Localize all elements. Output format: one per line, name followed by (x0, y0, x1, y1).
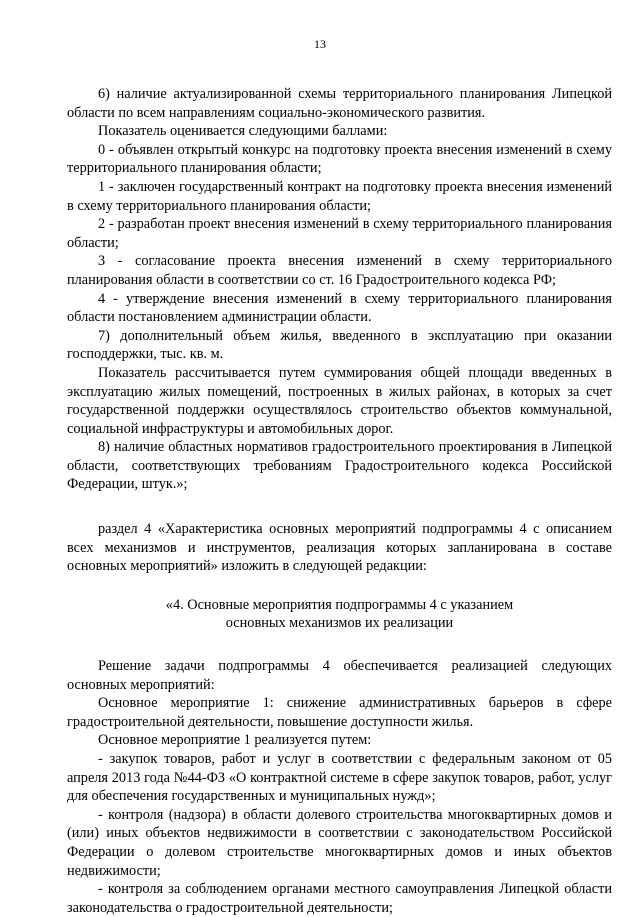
paragraph-score-1: 1 - заключен государственный контракт на подготовку проекта внесения изменений в схему территориального планирования области; (67, 178, 612, 214)
paragraph-score-3: 3 - согласование проекта внесения изменений в схему территориального планирования области в соответствии со ст. 16 Градостроительного кодекса РФ; (67, 253, 612, 288)
paragraph-indicator-6: 6) наличие актуализированной схемы территориального планирования Липецкой области по всем направлениям социально-экономического развития. (67, 86, 612, 121)
paragraph-indicator-7-calculation: Показатель рассчитывается путем суммирования общей площади введенных в эксплуатацию жилых помещений, построенных в жилых районах, в которых за счет государственной поддержки осуществлялось строительство объектов коммунальной, социальной инфраструктуры и автомобильных дорог. (67, 364, 612, 437)
paragraph-construction-control: - контроля (надзора) в области долевого строительства многоквартирных домов и (или) иных объектов недвижимости в соответствии с законодательством Российской Федерации о долевом строительстве многоквартирных домов и иных объектов недвижимости; (67, 806, 612, 879)
section-heading-line-1: «4. Основные мероприятия подпрограммы 4 с указанием (165, 596, 514, 613)
paragraph-indicator-8: 8) наличие областных нормативов градостроительного проектирования в Липецкой области, соответствующих требованиям Градостроительного кодекса Российской Федерации, штук.»; (67, 439, 612, 493)
paragraph-procurement: - закупок товаров, работ и услуг в соответствии с федеральным законом от 05 апреля 2013 года №44-ФЗ «О контрактной системе в сфере закупок товаров, работ, услуг для обеспечения государственных и муниципальных нужд»; (67, 751, 612, 805)
paragraph-main-activity-1: Основное мероприятие 1: снижение административных барьеров в сфере градостроительной деятельности, повышение доступности жилья. (67, 695, 612, 730)
paragraph-task-solution: Решение задачи подпрограммы 4 обеспечивается реализацией следующих основных мероприятий: (67, 658, 612, 693)
paragraph-score-4: 4 - утверждение внесения изменений в схему территориального планирования области постановлением администрации области. (67, 290, 612, 326)
paragraph-scoring-intro: Показатель оценивается следующими баллами: (98, 123, 388, 140)
paragraph-indicator-7: 7) дополнительный объем жилья, введенного в эксплуатацию при оказании господдержки, тыс. кв. м. (67, 327, 612, 363)
section-heading (67, 596, 612, 633)
paragraph-score-0: 0 - объявлен открытый конкурс на подготовку проекта внесения изменений в схему территориального планирования области; (67, 141, 612, 177)
page-number: 13 (314, 37, 326, 51)
paragraph-municipal-control: - контроля за соблюдением органами местного самоуправления Липецкой области законодательства о градостроительной деятельности; (67, 881, 612, 916)
paragraph-score-2: 2 - разработан проект внесения изменений в схему территориального планирования области; (67, 216, 612, 251)
paragraph-section-intro: раздел 4 «Характеристика основных мероприятий подпрограммы 4 с описанием всех механизмов и инструментов, реализация которых запланирована в составе основных мероприятий» изложить в следующей редакции: (67, 521, 612, 575)
section-heading-line-2: основных механизмов их реализации (225, 615, 454, 632)
paragraph-activity-implemented-by: Основное мероприятие 1 реализуется путем: (98, 732, 372, 749)
document-body (67, 85, 612, 917)
